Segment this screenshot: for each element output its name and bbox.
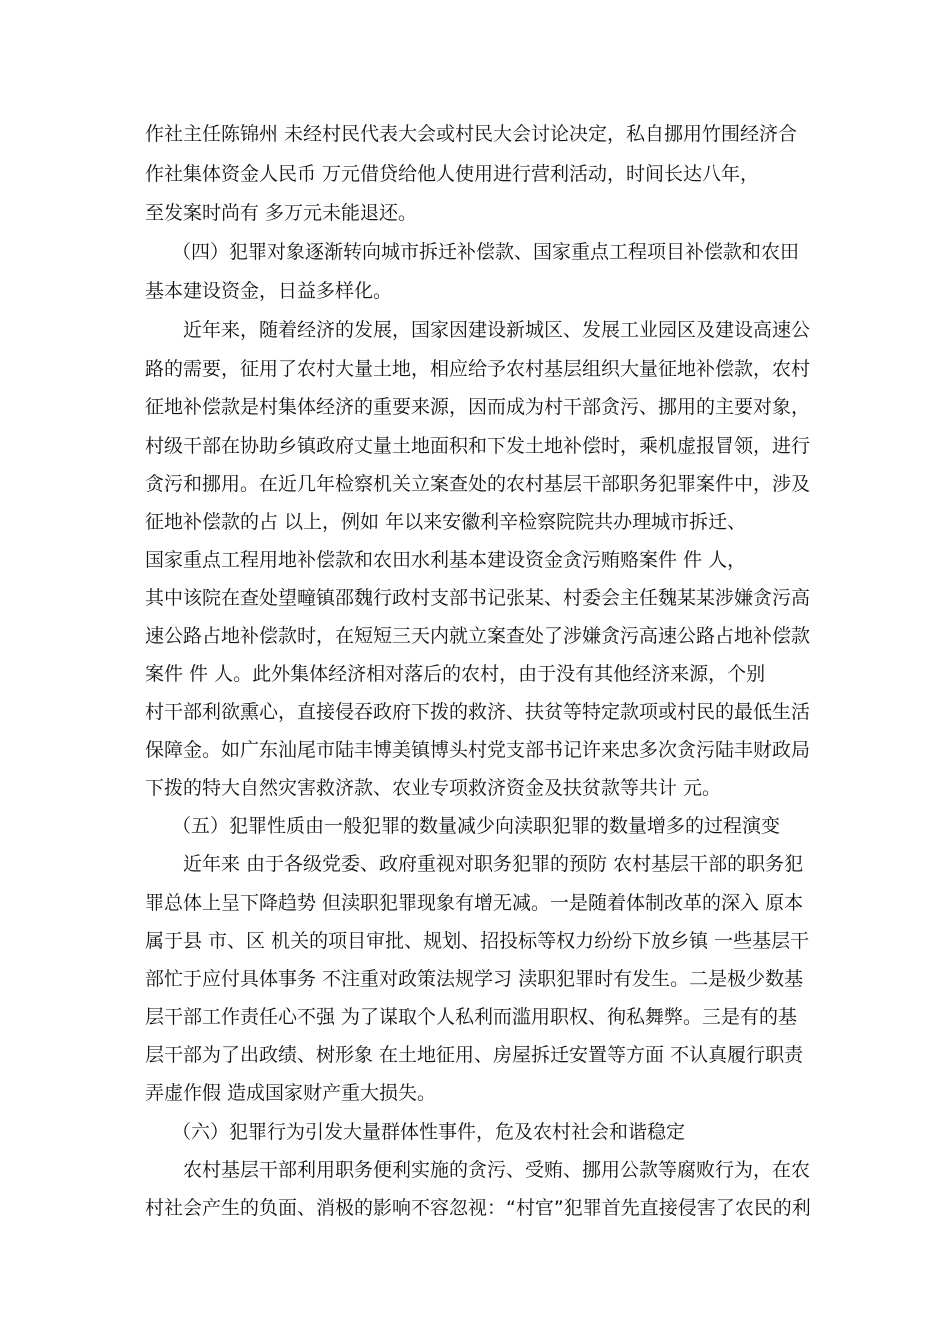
paragraph-line: 近年来 由于各级党委、政府重视对职务犯罪的预防 农村基层干部的职务犯 bbox=[183, 853, 804, 875]
paragraph-line: 速公路占地补偿款时，在短短三天内就立案查处了涉嫌贪污高速公路占地补偿款 bbox=[145, 625, 811, 647]
section-heading-4-cont: 基本建设资金，日益多样化。 bbox=[145, 280, 393, 302]
paragraph-line: 征地补偿款的占 以上，例如 年以来安徽利辛检察院院共办理城市拆迁、 bbox=[145, 511, 747, 533]
paragraph-line: 层干部为了出政绩、树形象 在土地征用、房屋拆迁安置等方面 不认真履行职责 bbox=[145, 1044, 804, 1066]
paragraph-line: 作社集体资金人民币 万元借贷给他人使用进行营利活动，时间长达八年， bbox=[145, 163, 760, 185]
paragraph-line: 征地补偿款是村集体经济的重要来源，因而成为村干部贪污、挪用的主要对象， bbox=[145, 396, 811, 418]
paragraph-line: 属于县 市、区 机关的项目审批、规划、招投标等权力纷纷下放乡镇 一些基层干 bbox=[145, 930, 810, 952]
paragraph-line: 村干部利欲熏心，直接侵吞政府下拨的救济、扶贫等特定款项或村民的最低生活 bbox=[145, 701, 811, 723]
paragraph-line: 路的需要，征用了农村大量土地，相应给予农村基层组织大量征地补偿款，农村 bbox=[145, 358, 811, 380]
paragraph-line: 部忙于应付具体事务 不注重对政策法规学习 渎职犯罪时有发生。二是极少数基 bbox=[145, 968, 804, 990]
paragraph-line: 近年来，随着经济的发展，国家因建设新城区、发展工业园区及建设高速公 bbox=[183, 319, 811, 341]
paragraph-line: 国家重点工程用地补偿款和农田水利基本建设资金贪污贿赂案件 件 人， bbox=[145, 549, 747, 571]
paragraph-line: 罪总体上呈下降趋势 但渎职犯罪现象有增无减。一是随着体制改革的深入 原本 bbox=[145, 892, 804, 914]
paragraph-line: 至发案时尚有 多万元未能退还。 bbox=[145, 202, 418, 224]
paragraph-line: 村社会产生的负面、消极的影响不容忽视：“村官”犯罪首先直接侵害了农民的利 bbox=[145, 1197, 811, 1219]
section-heading-4: （四）犯罪对象逐渐转向城市拆迁补偿款、国家重点工程项目补偿款和农田 bbox=[172, 241, 800, 263]
paragraph-line: 层干部工作责任心不强 为了谋取个人私利而滥用职权、徇私舞弊。三是有的基 bbox=[145, 1006, 798, 1028]
section-heading-6: （六）犯罪行为引发大量群体性事件，危及农村社会和谐稳定 bbox=[172, 1121, 686, 1143]
paragraph-line: 保障金。如广东汕尾市陆丰博美镇博头村党支部书记许来忠多次贪污陆丰财政局 bbox=[145, 739, 811, 761]
section-heading-5: （五）犯罪性质由一般犯罪的数量减少向渎职犯罪的数量增多的过程演变 bbox=[172, 815, 781, 837]
paragraph-line: 农村基层干部利用职务便利实施的贪污、受贿、挪用公款等腐败行为，在农 bbox=[183, 1159, 811, 1181]
paragraph-line: 贪污和挪用。在近几年检察机关立案查处的农村基层干部职务犯罪案件中，涉及 bbox=[145, 473, 811, 495]
paragraph-line: 下拨的特大自然灾害救济款、农业专项救济资金及扶贫款等共计 元。 bbox=[145, 777, 722, 799]
paragraph-line: 村级干部在协助乡镇政府丈量土地面积和下发土地补偿时，乘机虚报冒领，进行 bbox=[145, 435, 811, 457]
paragraph-line: 作社主任陈锦州 未经村民代表大会或村民大会讨论决定，私自挪用竹围经济合 bbox=[145, 123, 798, 145]
paragraph-line: 案件 件 人。此外集体经济相对落后的农村，由于没有其他经济来源，个别 bbox=[145, 663, 766, 685]
paragraph-line: 弄虚作假 造成国家财产重大损失。 bbox=[145, 1082, 437, 1104]
paragraph-line: 其中该院在查处望疃镇邵魏行政村支部书记张某、村委会主任魏某某涉嫌贪污高 bbox=[145, 587, 811, 609]
